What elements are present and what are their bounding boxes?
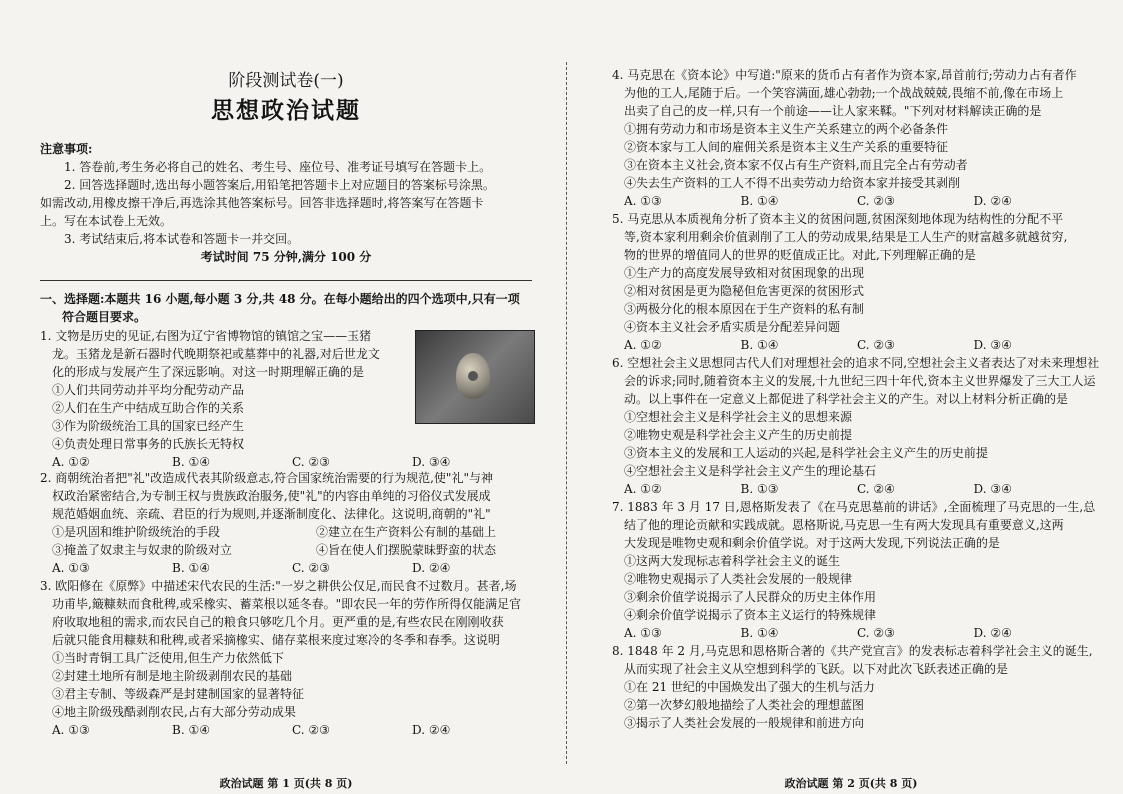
notice-line: 如需改动,用橡皮擦干净后,再选涂其他答案标号。回答非选择题时,将答案写在答题卡: [40, 196, 484, 210]
question-text: 8. 1848 年 2 月,马克思和恩格斯合著的《共产党宣言》的发表标志着科学社会主义的诞生,: [612, 644, 1093, 658]
notice-line: 3. 考试结束后,将本试卷和答题卡一并交回。: [64, 232, 300, 246]
question-text: 6. 空想社会主义思想同古代人们对理想社会的追求不同,空想社会主义者表达了对未来理想社: [612, 356, 1100, 370]
choice-statement: ②资本家与工人间的雇佣关系是资本主义生产关系的重要特征: [624, 140, 949, 154]
question-text: 规范婚姻血统、亲疏、君臣的行为规则,并逐渐制度化、法律化。这说明,商朝的"礼": [52, 507, 491, 521]
question-text: 物的世界的增值同人的世界的贬值成正比。对此,下列理解正确的是: [624, 248, 976, 262]
question-text: 1. 文物是历史的见证,右图为辽宁省博物馆的镇馆之宝——玉猪: [40, 329, 372, 343]
choice-statement: ③剩余价值学说揭示了人民群众的历史主体作用: [624, 590, 877, 604]
section-instruction: 一、选择题:本题共 16 小题,每小题 3 分,共 48 分。在每小题给出的四个选项中,只有一项: [40, 292, 520, 306]
notice-line: 2. 回答选择题时,选出每小题答案后,用铅笔把答题卡上对应题目的答案标号涂黑。: [64, 178, 495, 192]
option-a: A. ①③: [52, 723, 90, 737]
option-a: A. ①③: [52, 561, 90, 575]
question-2: [40, 469, 532, 577]
choice-statement: ③两极分化的根本原因在于生产资料的私有制: [624, 302, 865, 316]
option-c: C. ②③: [857, 338, 895, 352]
choice-statement: ②封建土地所有制是地主阶级剥削农民的基础: [52, 669, 293, 683]
option-a: A. ①②: [624, 482, 662, 496]
question-5: [612, 210, 1090, 354]
option-d: D. ②④: [973, 194, 1012, 208]
choice-statement: ④负责处理日常事务的氏族长无特权: [52, 437, 245, 451]
option-b: B. ①④: [740, 194, 779, 208]
choice-statement: ①空想社会主义是科学社会主义的思想来源: [624, 410, 853, 424]
choice-statement: ③资本主义的发展和工人运动的兴起,是科学社会主义产生的历史前提: [624, 446, 988, 460]
question-text: 7. 1883 年 3 月 17 日,恩格斯发表了《在马克思墓前的讲话》,全面梳理了马克思的一生,总: [612, 500, 1096, 514]
answer-options: [612, 624, 1090, 642]
question-3: [40, 577, 532, 739]
answer-options: [612, 336, 1090, 354]
choice-statement: ①是巩固和维护阶级统治的手段: [52, 525, 221, 539]
choice-statement: ②人们在生产中结成互助合作的关系: [52, 401, 245, 415]
page-footer: 政治试题 第 2 页(共 8 页): [784, 777, 918, 790]
separator-rule: [40, 280, 532, 281]
section-one-header: [40, 290, 532, 326]
choice-statement: ④空想社会主义是科学社会主义产生的理论基石: [624, 464, 877, 478]
question-text: 府收取地租的需求,而农民自己的粮食只够吃几个月。更严重的是,有些农民在刚刚收获: [52, 615, 504, 629]
choice-statement: ①拥有劳动力和市场是资本主义生产关系建立的两个必备条件: [624, 122, 949, 136]
question-text: 出卖了自己的皮一样,只有一个前途——让人家来鞣。"下列对材料解读正确的是: [624, 104, 1042, 118]
choice-statement: ①生产力的高度发展导致相对贫困现象的出现: [624, 266, 865, 280]
option-c: C. ②③: [292, 561, 330, 575]
choice-statement: ①这两大发现标志着科学社会主义的诞生: [624, 554, 841, 568]
question-text: 化的形成与发展产生了深远影响。对这一时期理解正确的是: [52, 365, 365, 379]
question-text: 2. 商朝统治者把"礼"改造成代表其阶级意志,符合国家统治需要的行为规范,使"礼"与神: [40, 471, 493, 485]
question-text: 结了他的理论贡献和实践成就。恩格斯说,马克思一生有两大发现具有重要意义,这两: [624, 518, 1064, 532]
option-b: B. ①③: [740, 482, 779, 496]
option-d: D. ②④: [412, 561, 451, 575]
option-b: B. ①④: [172, 561, 210, 575]
choice-statement: ③在资本主义社会,资本家不仅占有生产资料,而且完全占有劳动者: [624, 158, 968, 172]
option-c: C. ②③: [857, 194, 895, 208]
option-d: D. ②④: [412, 723, 451, 737]
choice-statement: ②唯物史观揭示了人类社会发展的一般规律: [624, 572, 853, 586]
option-a: A. ①②: [624, 338, 662, 352]
notice-heading: 注意事项:: [40, 142, 93, 156]
choice-statement: ③掩盖了奴隶主与奴隶的阶级对立: [52, 543, 233, 557]
page-footer: 政治试题 第 1 页(共 8 页): [219, 777, 353, 790]
question-text: 权政治紧密结合,为专制王权与贵族政治服务,使"礼"的内容由单纯的习俗仪式发展成: [52, 489, 491, 503]
choice-statement: ④失去生产资料的工人不得不出卖劳动力给资本家并接受其剥削: [624, 176, 961, 190]
answer-options: [612, 192, 1090, 210]
option-c: C. ②③: [857, 626, 895, 640]
jade-pig-dragon-photo: [415, 330, 535, 424]
jade-artifact-hole: [468, 371, 478, 381]
answer-options: [40, 559, 532, 577]
option-b: B. ①④: [172, 723, 210, 737]
choice-statement: ④资本主义社会矛盾实质是分配差异问题: [624, 320, 841, 334]
question-text: 为他的工人,尾随于后。一个笑容满面,雄心勃勃;一个战战兢兢,畏缩不前,像在市场上: [624, 86, 1064, 100]
choice-statement: ①在 21 世纪的中国焕发出了强大的生机与活力: [624, 680, 875, 694]
question-text: 后就只能食用糠麸和秕稗,或者采摘橡实、储存菜根来度过寒冷的冬季和春季。这说明: [52, 633, 500, 647]
question-text: 会的诉求;同时,随着资本主义的发展,十九世纪三四十年代,资本主义世界爆发了三大工人运: [624, 374, 1096, 388]
choice-statement: ①当时青铜工具广泛使用,但生产力依然低下: [52, 651, 284, 665]
exam-title: 思想政治试题: [211, 97, 361, 124]
answer-options: [612, 480, 1090, 498]
choice-statement: ①人们共同劳动并平均分配劳动产品: [52, 383, 245, 397]
notice-section: [40, 140, 532, 266]
question-text: 动。以上事件在一定意义上都促进了科学社会主义的产生。对以上材料分析正确的是: [624, 392, 1069, 406]
choice-statement: ③君主专制、等级森严是封建制国家的显著特征: [52, 687, 305, 701]
page-2: [612, 0, 1100, 794]
page-1: [40, 0, 532, 794]
question-text: 功甫毕,簸糠麸而食秕稗,或采橡实、蓄菜根以延冬春。"即农民一年的劳作所得仅能满足官: [52, 597, 522, 611]
option-b: B. ①④: [740, 338, 779, 352]
question-text: 龙。玉猪龙是新石器时代晚期祭祀或墓葬中的礼器,对后世龙文: [52, 347, 380, 361]
option-a: A. ①②: [52, 455, 90, 469]
choice-statement: ④剩余价值学说揭示了资本主义运行的特殊规律: [624, 608, 877, 622]
choice-statement: ③揭示了人类社会发展的一般规律和前进方向: [624, 716, 865, 730]
question-text: 4. 马克思在《资本论》中写道:"原来的货币占有者作为资本家,昂首前行;劳动力占有者作: [612, 68, 1077, 82]
question-text: 等,资本家利用剩余价值剥削了工人的劳动成果,结果是工人生产的财富越多就越贫穷,: [624, 230, 1068, 244]
option-a: A. ①③: [624, 194, 662, 208]
question-8: [612, 642, 1093, 732]
choice-pair: [40, 523, 532, 541]
option-d: D. ③④: [973, 338, 1012, 352]
choice-statement: ②建立在生产资料公有制的基础上: [316, 525, 497, 539]
exam-time: 考试时间 75 分钟,满分 100 分: [200, 250, 372, 264]
question-text: 从而实现了社会主义从空想到科学的飞跃。以下对此次飞跃表述正确的是: [624, 662, 1009, 676]
exam-subtitle: 阶段测试卷(一): [228, 71, 344, 91]
page-divider: [566, 62, 567, 764]
choice-statement: ②第一次梦幻般地描绘了人类社会的理想蓝图: [624, 698, 865, 712]
choice-statement: ②相对贫困是更为隐秘但危害更深的贫困形式: [624, 284, 865, 298]
choice-statement: ③作为阶级统治工具的国家已经产生: [52, 419, 245, 433]
option-c: C. ②④: [857, 482, 895, 496]
option-a: A. ①③: [624, 626, 662, 640]
option-d: D. ②④: [973, 626, 1012, 640]
choice-statement: ④地主阶级残酷剥削农民,占有大部分劳动成果: [52, 705, 296, 719]
question-text: 3. 欧阳修在《原弊》中描述宋代农民的生活:"一岁之耕供公仅足,而民食不过数月。甚者,场: [40, 579, 517, 593]
option-d: D. ③④: [973, 482, 1012, 496]
notice-line: 1. 答卷前,考生务必将自己的姓名、考生号、座位号、准考证号填写在答题卡上。: [64, 160, 492, 174]
option-c: C. ②③: [292, 723, 330, 737]
choice-pair: [40, 541, 532, 559]
section-instruction: 符合题目要求。: [62, 310, 147, 324]
option-c: C. ②③: [292, 455, 330, 469]
question-text: 5. 马克思从本质视角分析了资本主义的贫困问题,贫困深刻地体现为结构性的分配不平: [612, 212, 1064, 226]
option-b: B. ①④: [172, 455, 210, 469]
choice-statement: ②唯物史观是科学社会主义产生的历史前提: [624, 428, 853, 442]
option-d: D. ③④: [412, 455, 451, 469]
question-7: [612, 498, 1096, 642]
question-4: [612, 66, 1090, 210]
question-6: [612, 354, 1100, 498]
choice-statement: ④旨在使人们摆脱蒙昧野蛮的状态: [316, 543, 497, 557]
question-text: 大发现是唯物史观和剩余价值学说。对于这两大发现,下列说法正确的是: [624, 536, 1000, 550]
option-b: B. ①④: [740, 626, 779, 640]
notice-line: 上。写在本试卷上无效。: [40, 214, 173, 228]
answer-options: [40, 721, 532, 739]
